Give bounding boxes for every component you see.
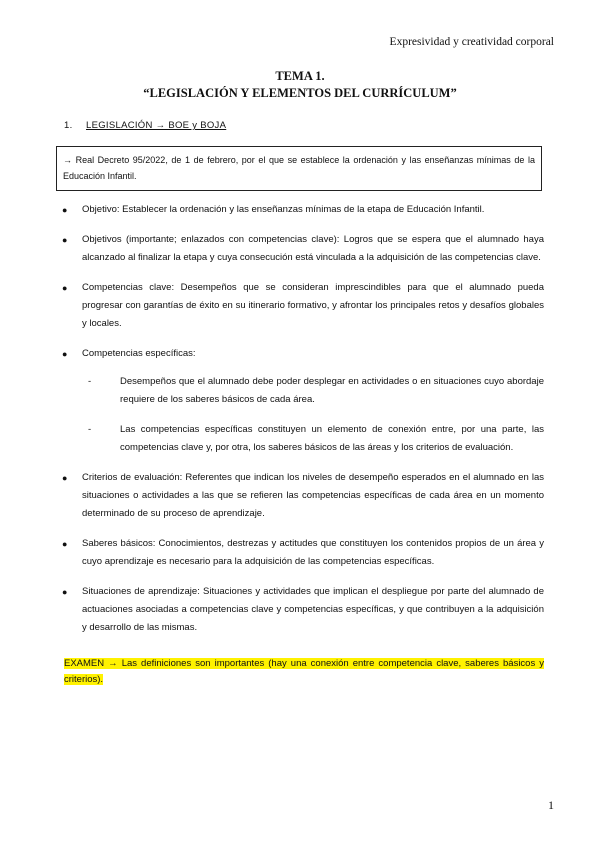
bullet-icon: ● bbox=[62, 205, 68, 215]
running-header: Expresividad y creatividad corporal bbox=[389, 36, 554, 48]
list-item-text: Competencias clave: Desempeños que se consideran imprescindibles para que el alumnado pueda progresar con garantías de éxito en su itinerario formativo, y afrontar los principales retos y desafíos globales y locales. bbox=[82, 282, 544, 329]
bullet-icon: ● bbox=[62, 283, 68, 293]
section-label: LEGISLACIÓN → BOE y BOJA bbox=[86, 120, 227, 131]
list-item bbox=[60, 279, 544, 333]
sub-list-item-text: Desempeños que el alumnado debe poder desplegar en actividades o en situaciones cuyo abordaje requiere de los saberes básicos de cada área. bbox=[120, 376, 544, 405]
title-line-1: TEMA 1. bbox=[275, 69, 325, 83]
list-item bbox=[60, 345, 544, 457]
sub-list-item bbox=[82, 373, 544, 409]
section-number: 1. bbox=[64, 120, 73, 131]
section-heading bbox=[64, 120, 226, 131]
list-item bbox=[60, 231, 544, 267]
sub-list bbox=[82, 373, 544, 457]
sub-list-item bbox=[82, 421, 544, 457]
list-item-text: Criterios de evaluación: Referentes que indican los niveles de desempeño esperados en el alumnado en las situaciones o actividades a las que se refieren las competencias específicas de cada área en un momento determinado de su proceso de aprendizaje. bbox=[82, 472, 544, 519]
list-item-text: Competencias específicas: bbox=[82, 348, 196, 359]
bullet-icon: ● bbox=[62, 235, 68, 245]
page-number: 1 bbox=[548, 798, 554, 812]
title-line-2: “LEGISLACIÓN Y ELEMENTOS DEL CURRÍCULUM” bbox=[143, 86, 457, 100]
definitions-list bbox=[60, 201, 544, 649]
sub-list-item-text: Las competencias específicas constituyen un elemento de conexión entre, por una parte, las competencias clave y, por otra, los saberes básicos de las áreas y los criterios de evaluación. bbox=[120, 424, 544, 453]
list-item-text: Objetivos (importante; enlazados con competencias clave): Logros que se espera que el alumnado haya alcanzado al finalizar la etapa y cuya consecución está vinculada a la adquisición de las competencias clave. bbox=[82, 234, 544, 263]
list-item bbox=[60, 535, 544, 571]
bullet-icon: ● bbox=[62, 539, 68, 549]
list-item bbox=[60, 469, 544, 523]
list-item-text: Saberes básicos: Conocimientos, destrezas y actitudes que constituyen los contenidos propios de un área y cuyo aprendizaje es necesario para la adquisición de las competencias específicas. bbox=[82, 538, 544, 567]
dash-icon: - bbox=[88, 424, 92, 435]
list-item-text: Objetivo: Establecer la ordenación y las enseñanzas mínimas de la etapa de Educación Infantil. bbox=[82, 204, 485, 215]
bullet-icon: ● bbox=[62, 473, 68, 483]
list-item-text: Situaciones de aprendizaje: Situaciones y actividades que implican el despliegue por parte del alumnado de actuaciones asociadas a competencias clave y competencias específicas, y que contribuyen a la adquisición y desarrollo de las mismas. bbox=[82, 586, 544, 633]
bullet-icon: ● bbox=[62, 587, 68, 597]
bullet-icon: ● bbox=[62, 349, 68, 359]
exam-note-text: EXAMEN → Las definiciones son importantes (hay una conexión entre competencia clave, saberes básicos y criterios). bbox=[64, 658, 544, 685]
list-item bbox=[60, 583, 544, 637]
dash-icon: - bbox=[88, 376, 92, 387]
list-item bbox=[60, 201, 544, 219]
document-title bbox=[0, 68, 600, 102]
decree-box: → Real Decreto 95/2022, de 1 de febrero, por el que se establece la ordenación y las enseñanzas mínimas de la Educación Infantil. bbox=[56, 146, 542, 191]
exam-note bbox=[64, 656, 544, 688]
